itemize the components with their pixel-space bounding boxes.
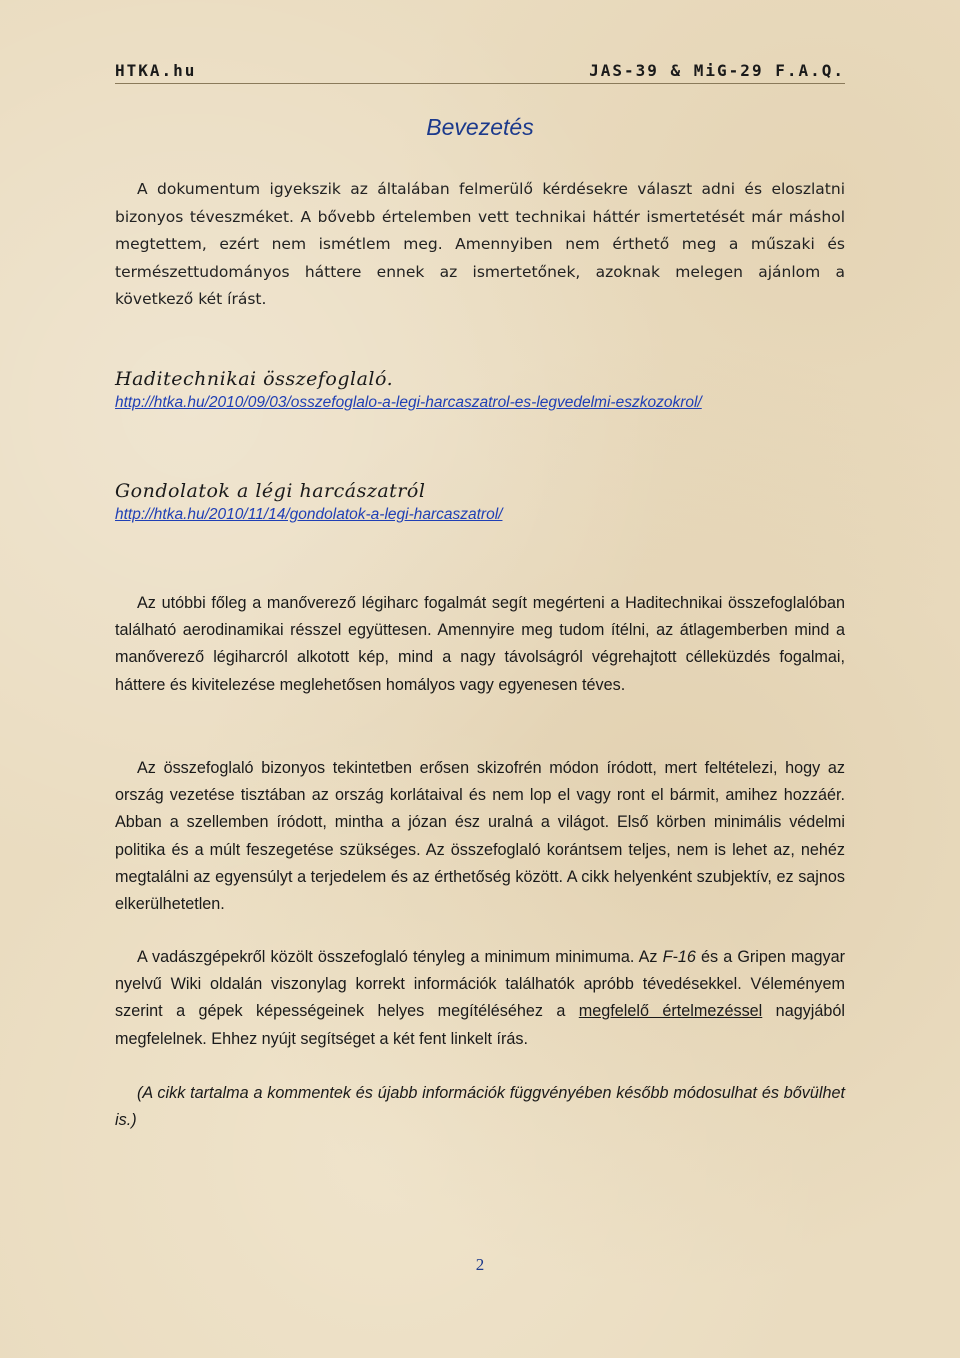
- paragraph-4-part-b: és a Gripen magyar nyelvű Wiki oldalán viszonylag korrekt információk találhatók apróbb tévedésekkel. Véleményem szerint a gépek képességeinek helyes megítéléséhez a: [115, 948, 845, 1021]
- paragraph-4-part-a: A vadászgépekről közölt összefoglaló tényleg a minimum minimuma. Az: [137, 948, 663, 966]
- header-site: HTKA.hu: [115, 61, 197, 80]
- reference-1: [115, 368, 845, 412]
- f16-term: F-16: [662, 948, 696, 966]
- page-header: [115, 56, 845, 80]
- paragraph-4: [115, 944, 845, 1053]
- section-title: Bevezetés: [426, 114, 534, 140]
- reference-2: [115, 480, 845, 524]
- paragraph-5-note: (A cikk tartalma a kommentek és újabb információk függvényében később módosulhat és bővülhet is.): [115, 1084, 845, 1130]
- reference-1-title: Haditechnikai összefoglaló.: [115, 368, 394, 390]
- page-number: 2: [475, 1255, 485, 1274]
- reference-1-link[interactable]: http://htka.hu/2010/09/03/osszefoglalo-a-legi-harcaszatrol-es-legvedelmi-eszkozokrol/: [115, 394, 702, 411]
- header-divider: [115, 83, 845, 84]
- reference-2-title: Gondolatok a légi harcászatról: [115, 480, 426, 502]
- interpretation-link[interactable]: megfelelő értelmezéssel: [578, 1002, 763, 1021]
- intro-paragraph: A dokumentum igyekszik az általában felmerülő kérdésekre választ adni és eloszlatni bizonyos téveszméket. A bővebb értelemben vett technikai háttér ismertetését már máshol megtettem, ezért nem ismétlem meg. Amennyiben nem érthető meg a műszaki és természettudományos háttere ennek az ismertetőnek, azoknak melegen ajánlom a következő két írást.: [115, 180, 845, 308]
- reference-2-link[interactable]: http://htka.hu/2010/11/14/gondolatok-a-legi-harcaszatrol/: [115, 506, 503, 523]
- header-doc-title: JAS-39 & MiG-29 F.A.Q.: [589, 61, 845, 80]
- paragraph-4-part-c: nagyjából megfelelnek. Ehhez nyújt segítséget a két fent linkelt írás.: [115, 1002, 845, 1048]
- paragraph-3: Az összefoglaló bizonyos tekintetben erősen skizofrén módon íródott, mert feltételezi, hogy az ország vezetése tisztában az ország korlátaival és nem lop el vagy ront el bármit, amihez hozzáér. Abban a szellemben íródott, mintha a józan ész uralná a világot. Első körben minimális védelmi politika és a múlt feszegetése szükséges. Az összefoglaló korántsem teljes, nem is lehet az, nehéz megtalálni az egyensúlyt a terjedelem és az érthetőség között. A cikk helyenként szubjektív, ez sajnos elkerülhetetlen.: [115, 759, 845, 914]
- paragraph-2: Az utóbbi főleg a manőverező légiharc fogalmát segít megérteni a Haditechnikai összefoglalóban található aerodinamikai résszel együttesen. Amennyire meg tudom ítélni, az átlagemberben mind a manőverező légiharcról alkotott kép, mind a nagy távolságról végrehajtott célleküzdés fogalmai, háttere és kivitelezése meglehetősen homályos vagy egyenesen téves.: [115, 594, 845, 694]
